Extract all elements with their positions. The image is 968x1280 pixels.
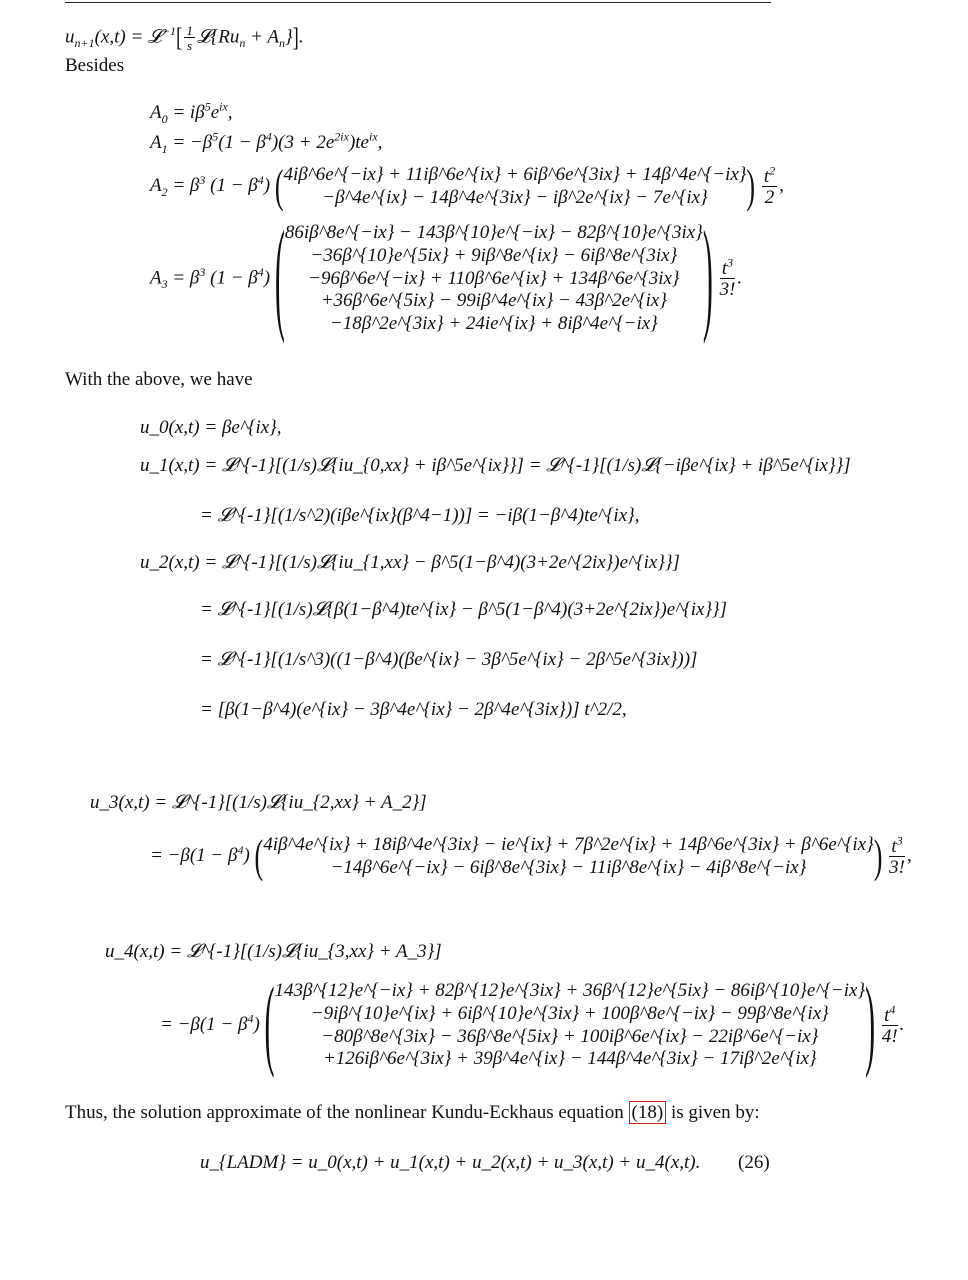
equation-uladm: u_{LADM} = u_0(x,t) + u_1(x,t) + u_2(x,t) + u_3(x,t) + u_4(x,t). [200,1152,701,1173]
equation-u2: u_2(x,t) = 𝓛^{-1}[(1/s)𝓛{iu_{1,xx} − β^5(1−β^4)(3+2e^{2ix})e^{ix}}] [140,552,680,573]
equation-A1: $A_1 = -\beta^5(1 - \beta^4)(3 + 2e^{2ix})te^{ix}$, [150,129,383,156]
u4-row-1: 143β^{12}e^{−ix} + 82β^{12}e^{3ix} + 36β^{12}e^{5ix} − 86iβ^{10}e^{−ix} [274,980,866,1001]
equation-u2-b: = 𝓛^{-1}[(1/s)𝓛{β(1−β^4)te^{ix} − β^5(1−β^4)(3+2e^{2ix})e^{ix}}] [200,599,728,620]
A3-row-4: +36β^6e^{5ix} − 99iβ^4e^{ix} − 43β^2e^{ix} [320,290,667,312]
A2-row-1: 4iβ^6e^{−ix} + 11iβ^6e^{ix} + 6iβ^6e^{3ix} + 14β^4e^{−ix} [283,164,747,185]
A3-row-1: 86iβ^8e^{−ix} − 143β^{10}e^{−ix} − 82β^{10}e^{3ix} [284,222,703,243]
top-rule [65,2,771,3]
A3-row-2: −36β^{10}e^{5ix} + 9iβ^8e^{ix} − 6iβ^8e^{3ix} [310,244,678,266]
text-with-above: With the above, we have [65,369,253,390]
u3-row-1: 4iβ^4e^{ix} + 18iβ^4e^{3ix} − ie^{ix} + 7β^2e^{ix} + 14β^6e^{3ix} + β^6e^{ix} [263,834,874,855]
equation-u3: u_3(x,t) = 𝓛^{-1}[(1/s)𝓛{iu_{2,xx} + A_2}] [90,792,427,813]
u3-row-2: −14β^6e^{−ix} − 6iβ^8e^{3ix} − 11iβ^8e^{ix} − 4iβ^8e^{−ix} [330,856,807,878]
conclusion-suffix: is given by: [666,1102,760,1123]
text-besides: Besides [65,55,125,76]
equation-A0: $A_0 = i\beta^5e^{ix}$, [150,99,233,126]
text-conclusion [65,1103,760,1122]
equation-A2: $A_2 = \beta^3$ $(1 - \beta^4)$ ( 4iβ^6e^{−ix} + 11iβ^6e^{ix} + 6iβ^6e^{3ix} + 14β^4e^{−ix} −β^4e^{ix} − 14β^4e^{3ix} − iβ^2e^{ix} − 7e^{ix} ) $\frac{t^2}{2}$ , [150,159,784,212]
equation-u1: u_1(x,t) = 𝓛^{-1}[(1/s)𝓛{iu_{0,xx} + iβ^5e^{ix}}] = 𝓛^{-1}[(1/s)𝓛{−iβe^{ix} + iβ^5e^{ix}}] [140,455,851,476]
equation-recursion: $u_{n+1}(x,t)$ = 𝓛$^{-1}$[ $\frac{1}{s}$ $𝓛\{Ru_n + A_n\}$]. [65,23,304,53]
citation-link-18[interactable]: (18) [629,1101,667,1124]
A3-row-3: −96β^6e^{−ix} + 110β^6e^{ix} + 134β^6e^{3ix} [308,267,680,289]
u4-row-3: −80β^8e^{3ix} − 36β^8e^{5ix} + 100iβ^6e^{ix} − 22iβ^6e^{−ix} [321,1025,819,1047]
equation-u2-d: = [β(1−β^4)(e^{ix} − 3β^4e^{ix} − 2β^4e^{3ix})] t^2/2, [200,699,627,720]
A2-row-2: −β^4e^{ix} − 14β^4e^{3ix} − iβ^2e^{ix} − 7e^{ix} [322,186,708,208]
equation-u4-expansion: = $-\beta(1 - \beta^4)$ ( 143β^{12}e^{−ix} + 82β^{12}e^{3ix} + 36β^{12}e^{5ix} − 86iβ^{10}e^{−ix} −9iβ^{10}e^{ix} + 6iβ^{10}e^{3ix} + 100β^8e^{−ix} − 99β^8e^{ix} −80β^8e^{3ix} − 36β^8e^{5ix} + 100iβ^6e^{ix} − 22iβ^6e^{−ix} +126iβ^6e^{3ix} + 39β^4e^{ix} − 144β^4e^{3ix} − 17iβ^2e^{ix} ) $\frac{t^4}{4!}$ . [160,967,905,1080]
equation-u3-expansion: = $-\beta(1 - \beta^4)$ ( 4iβ^4e^{ix} + 18iβ^4e^{3ix} − ie^{ix} + 7β^2e^{ix} + 14β^6e^{3ix} + β^6e^{ix} −14β^6e^{−ix} − 6iβ^8e^{3ix} − 11iβ^8e^{ix} − 4iβ^8e^{−ix} ) $\frac{t^3}{3!}$ , [150,829,912,882]
conclusion-prefix: Thus, the solution approximate of the nonlinear Kundu-Eckhaus equation [65,1102,629,1123]
equation-u4: u_4(x,t) = 𝓛^{-1}[(1/s)𝓛{iu_{3,xx} + A_3}] [105,941,442,962]
equation-u2-c: = 𝓛^{-1}[(1/s^3)((1−β^4)(βe^{ix} − 3β^5e^{ix} − 2β^5e^{3ix}))] [200,649,698,670]
equation-A3: $A_3 = \beta^3$ $(1 - \beta^4)$ ( 86iβ^8e^{−ix} − 143β^{10}e^{−ix} − 82β^{10}e^{3ix} −36β^{10}e^{5ix} + 9iβ^8e^{ix} − 6iβ^8e^{3ix} −96β^6e^{−ix} + 110β^6e^{ix} + 134β^6e^{3ix} +36β^6e^{5ix} − 99iβ^4e^{ix} − 43β^2e^{ix} −18β^2e^{3ix} + 24ie^{ix} + 8iβ^4e^{−ix} ) $\frac{t^3}{3!}$ . [150,207,743,347]
A3-row-5: −18β^2e^{3ix} + 24ie^{ix} + 8iβ^4e^{−ix} [329,313,658,335]
equation-number-26: (26) [738,1152,770,1173]
equation-u1-b: = 𝓛^{-1}[(1/s^2)(iβe^{ix}(β^4−1))] = −iβ(1−β^4)te^{ix}, [200,505,640,526]
u4-row-2: −9iβ^{10}e^{ix} + 6iβ^{10}e^{3ix} + 100β^8e^{−ix} − 99β^8e^{ix} [310,1002,829,1024]
u4-row-4: +126iβ^6e^{3ix} + 39β^4e^{ix} − 144β^4e^{3ix} − 17iβ^2e^{ix} [322,1048,817,1070]
equation-u0: u_0(x,t) = βe^{ix}, [140,417,282,438]
